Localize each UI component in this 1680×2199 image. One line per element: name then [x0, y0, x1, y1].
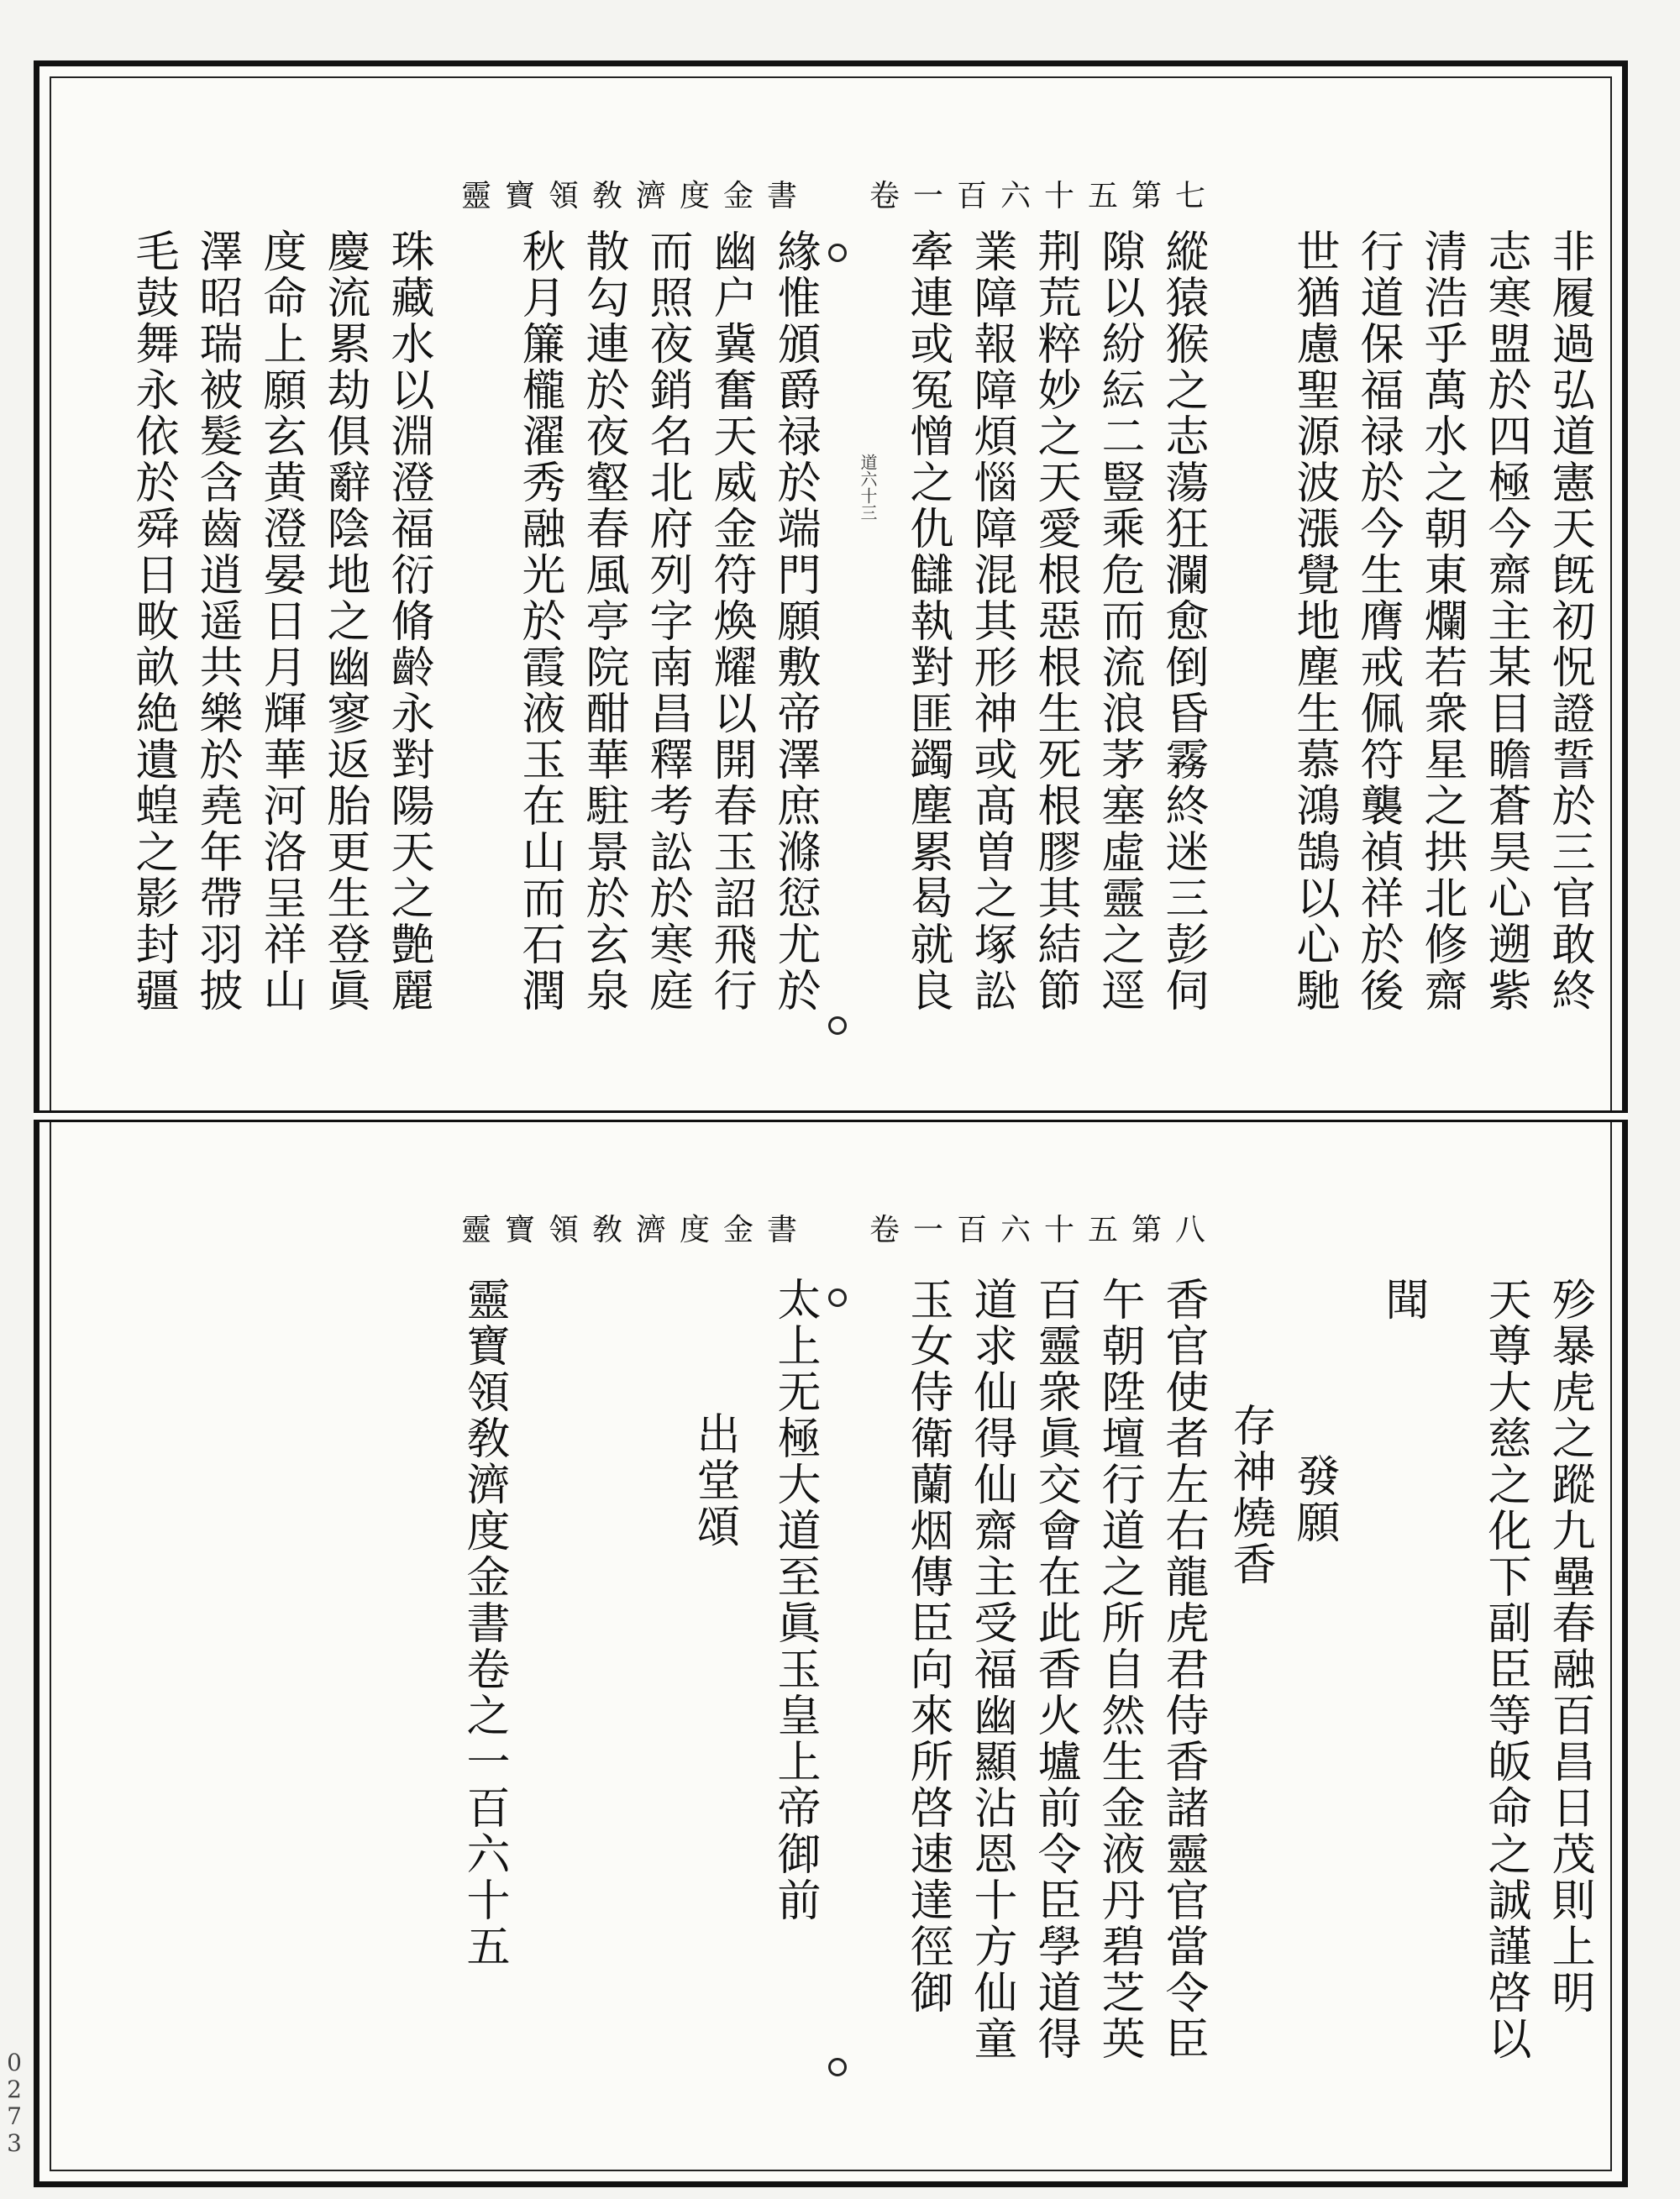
- text-column: 毛鼓舞永依於舜日畋畝絶遺蝗之影封疆: [128, 228, 178, 1014]
- text-column: 慶流累劫俱辭陰地之幽寥返胎更生登眞: [319, 228, 370, 1014]
- text-column: 聞: [1378, 1277, 1428, 1323]
- bottom-page-header: [0, 1206, 1680, 1249]
- text-column: 志寒盟於四極今齋主某目瞻蒼昊心遡紫: [1480, 228, 1530, 1014]
- top-header-volume: 卷一百六十五第七: [869, 179, 1220, 213]
- punctuation-circle: [828, 244, 847, 262]
- text-column: 午朝陞壇行道之所自然生金液丹碧芝英: [1094, 1277, 1144, 2062]
- heading-cunshen: 存神燒香: [1225, 1403, 1275, 1588]
- top-page-header: [0, 172, 1680, 215]
- heading-chutang: 出堂頌: [689, 1411, 739, 1550]
- punctuation-circle: [828, 1288, 847, 1307]
- text-column: 幽户冀奮天威金符煥耀以開春玉詔飛行: [706, 228, 756, 1014]
- text-column: 緣惟頒爵禄於端門願敷帝澤庶滌愆尤於: [769, 228, 820, 1014]
- page-number: 0 2 7 3: [7, 2049, 22, 2157]
- text-column: 行道保福禄於今生膺戒佩符襲禎祥於後: [1352, 228, 1403, 1014]
- text-column: 珠藏水以淵澄福衍脩齡永對陽天之艶麗: [383, 228, 433, 1014]
- text-column: 荆荒粹妙之天愛根惡根生死根膠其結節: [1030, 228, 1080, 1014]
- heading-fayuan: 發願: [1289, 1453, 1339, 1546]
- text-column: 太上无極大道至眞玉皇上帝御前: [769, 1277, 820, 1923]
- text-column: 秋月簾櫳濯秀融光於霞液玉在山而石潤: [514, 228, 564, 1014]
- text-column: 香官使者左右龍虎君侍香諸靈官當令臣: [1158, 1277, 1208, 2062]
- text-column: 道求仙得仙齋主受福幽顯沾恩十方仙童: [966, 1277, 1016, 2062]
- text-column: 世猶慮聖源波漲覺地塵生慕鴻鵠以心馳: [1289, 228, 1339, 1014]
- leaf-mark: 道六十三: [858, 454, 878, 521]
- text-column: 散勾連於夜壑春風亭院酣華駐景於玄泉: [578, 228, 628, 1014]
- text-column: 玉女侍衛蘭烟傳臣向來所啓速達徑御: [902, 1277, 953, 2016]
- text-column: 隙以紛紜二豎乘危而流浪茅塞虛靈之逕: [1094, 228, 1144, 1014]
- punctuation-circle: [828, 1016, 847, 1035]
- punctuation-circle: [828, 2058, 847, 2076]
- text-column: 天尊大慈之化下副臣等皈命之誠謹啓以: [1480, 1277, 1530, 2062]
- text-column: 度命上願玄黄澄晏日月輝華河洛呈祥山: [255, 228, 306, 1014]
- text-column: 清浩乎萬水之朝東爛若衆星之拱北修齋: [1416, 228, 1467, 1014]
- text-column: 縱猿猴之志蕩狂瀾愈倒昏霧終迷三彭伺: [1158, 228, 1208, 1014]
- top-page-text: [0, 228, 1680, 1077]
- volume-end-title: 靈寶領敎濟度金書卷之一百六十五: [459, 1277, 509, 1970]
- text-column: 百靈衆眞交會在此香火壚前令臣學道得: [1030, 1277, 1080, 2062]
- text-column: 業障報障煩惱障混其形神或髙曽之塚訟: [966, 228, 1016, 1014]
- leaf-divider: [34, 1110, 1628, 1122]
- bottom-header-volume: 卷一百六十五第八: [869, 1213, 1220, 1247]
- text-column: 牽連或冤憎之仇讎執對匪蠲塵累曷就良: [902, 228, 953, 1014]
- bottom-header-title: 靈寶領敎濟度金書: [460, 1213, 811, 1247]
- text-column: 而照夜銷名北府列字南昌釋考訟於寒庭: [642, 228, 692, 1014]
- text-column: 非履過弘道憲天旣初怳證誓於三官敢終: [1544, 228, 1594, 1014]
- text-column: 殄暴虎之蹤九壘春融百昌日茂則上明: [1544, 1277, 1594, 2016]
- text-column: 澤昭瑞被髮含齒逍遥共樂於堯年帶羽披: [192, 228, 242, 1014]
- bottom-page-text: [0, 1277, 1680, 2167]
- top-header-title: 靈寶領敎濟度金書: [460, 179, 811, 213]
